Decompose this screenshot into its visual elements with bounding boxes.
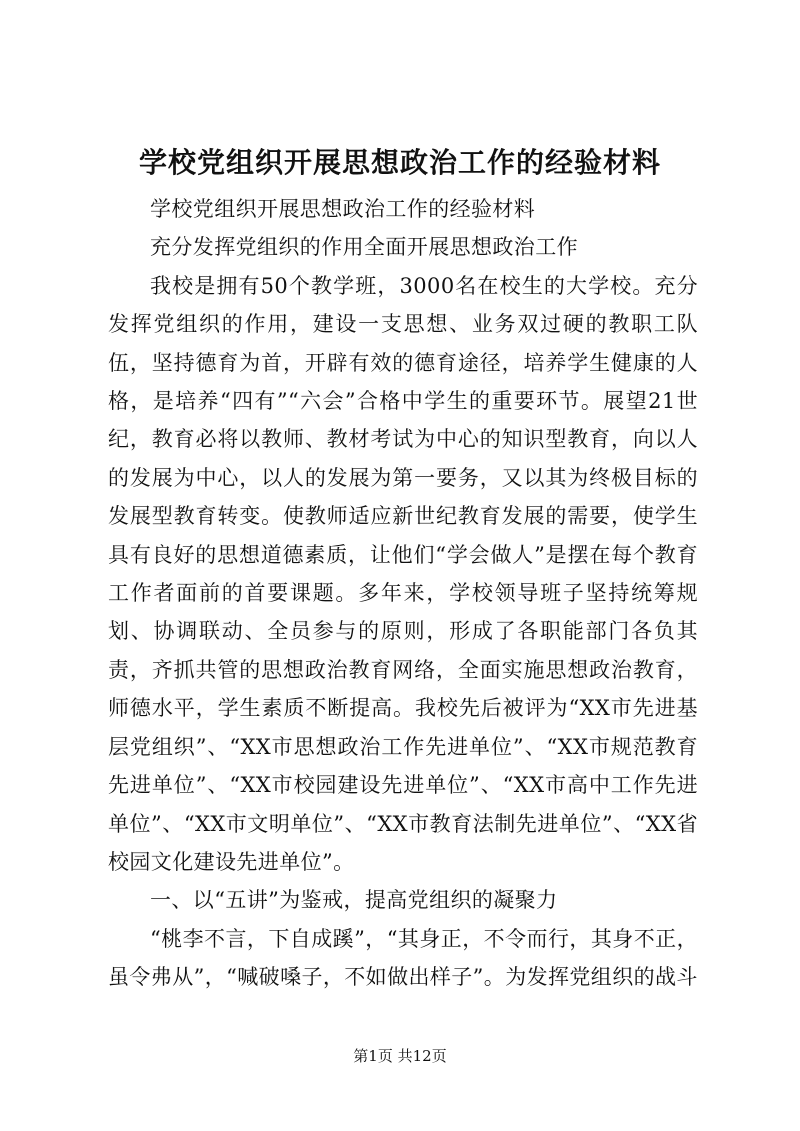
page-number-footer: 第1页 共12页 (353, 1047, 447, 1065)
body-paragraph: 我校是拥有50个教学班，3000名在校生的大学校。充分发挥党组织的作用，建设一支思想、业务双过硬的教职工队伍，坚持德育为首，开辟有效的德育途径，培养学生健康的人格，是培养“四有”“六会”合格中学生的重要环节。展望21世纪，教育必将以教师、教材考试为中心的知识型教育，向以人的发展为中心，以人的发展为第一要务，又以其为终极目标的发展型教育转变。使教师适应新世纪教育发展的需要，使学生具有良好的思想道德素质，让他们“学会做人”是摆在每个教育工作者面前的首要课题。多年来，学校领导班子坚持统筹规划、协调联动、全员参与的原则，形成了各职能部门各负其责，齐抓共管的思想政治教育网络，全面实施思想政治教育，师德水平，学生素质不断提高。我校先后被评为“XX市先进基层党组织”、“XX市思想政治工作先进单位”、“XX市规范教育先进单位”、“XX市校园建设先进单位”、“XX市高中工作先进单位”、“XX市文明单位”、“XX市教育法制先进单位”、“XX省校园文化建设先进单位”。 (108, 273, 698, 874)
document-body (108, 190, 698, 997)
body-paragraph: “桃李不言，下自成蹊”，“其身正，不令而行，其身不正，虽令弗从”，“喊破嗓子，不如做出样子”。为发挥党组织的战斗 (108, 926, 698, 990)
heading-paragraph: 充分发挥党组织的作用全面开展思想政治工作 (150, 235, 578, 260)
section-heading: 一、以“五讲”为鉴戒，提高党组织的凝聚力 (150, 888, 558, 913)
subtitle-paragraph: 学校党组织开展思想政治工作的经验材料 (150, 197, 536, 221)
document-title: 学校党组织开展思想政治工作的经验材料 (138, 146, 661, 179)
